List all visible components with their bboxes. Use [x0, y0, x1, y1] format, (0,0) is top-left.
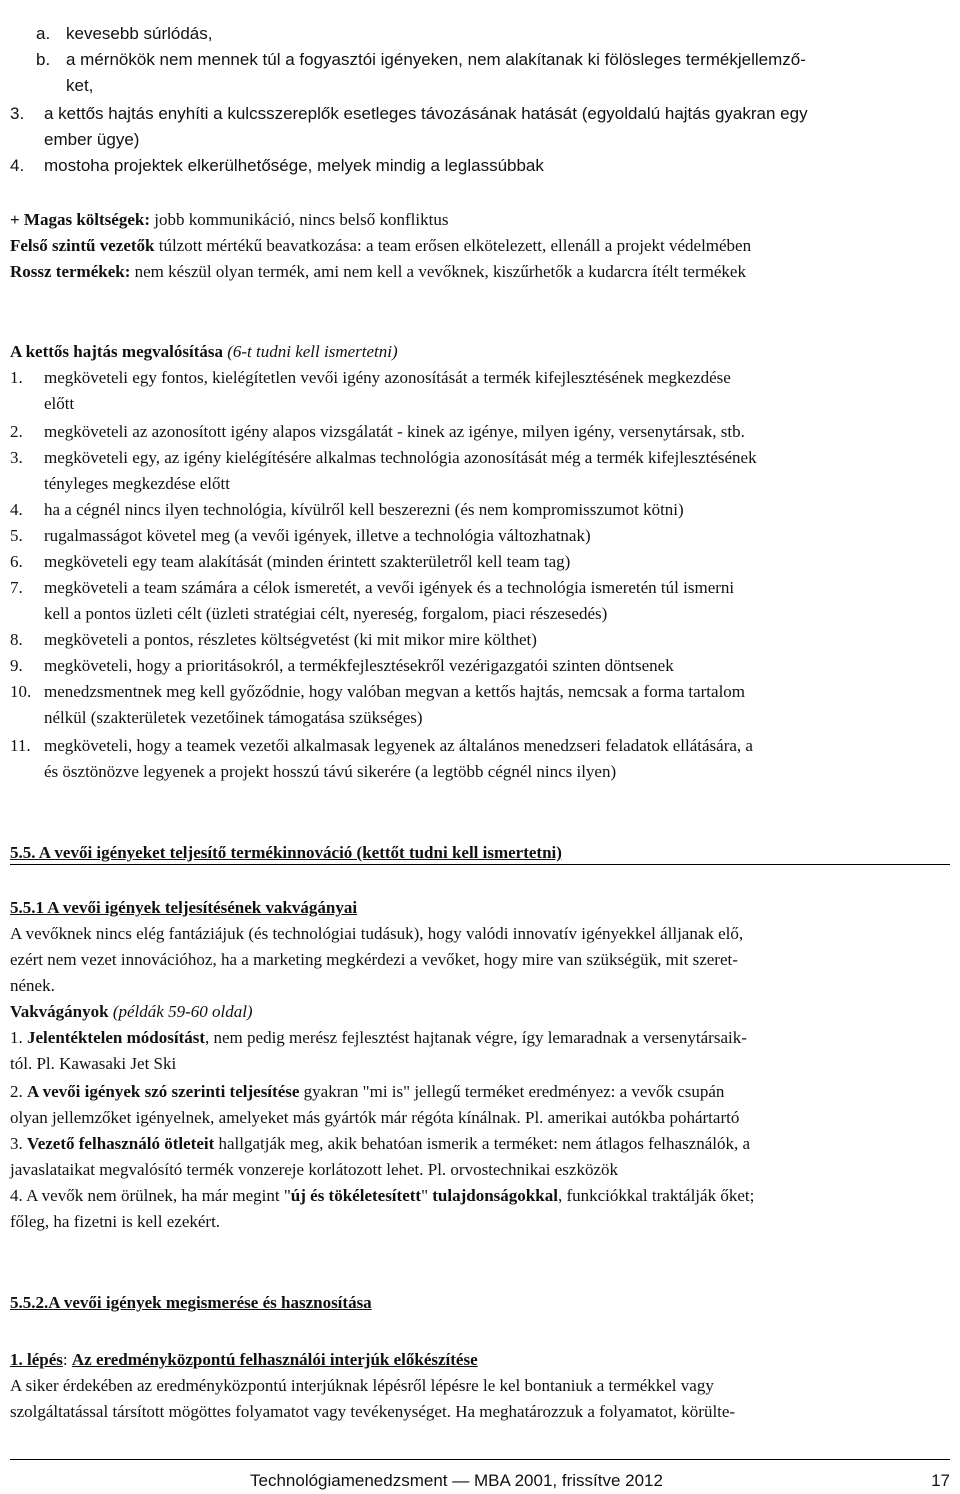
step-heading: [10, 1347, 478, 1373]
item-marker: 4.: [10, 1186, 27, 1205]
summary-text: nem készül olyan termék, ami nem kell a vevőknek, kiszűrhetők a kudarcra ítélt termékek: [130, 262, 746, 281]
summary-term: Felső szintű vezetők: [10, 236, 155, 255]
footer-title: Technológiamenedzsment — MBA 2001, frissítve 2012: [250, 1471, 663, 1490]
item-text: gyakran "mi is" jellegű terméket eredményez: a vevők csupán: [299, 1082, 725, 1101]
list-marker: 3.: [10, 104, 25, 123]
item-term: tulajdonságokkal: [432, 1186, 558, 1205]
list-marker: 2.: [10, 422, 23, 441]
list-marker: 6.: [10, 552, 23, 571]
summary-text: jobb kommunikáció, nincs belső konfliktus: [150, 210, 449, 229]
list-item-text: ha a cégnél nincs ilyen technológia, kívülről kell beszerezni (és nem kompromisszumot kötni): [44, 500, 684, 519]
list-item-text: megköveteli az azonosított igény alapos vizsgálatát - kinek az igénye, milyen igény, versenytársak, stb.: [44, 422, 745, 441]
list-item-text: kevesebb súrlódás,: [66, 24, 213, 43]
example-item-continued: olyan jellemzőket igényelnek, amelyeket más gyártók már régóta kínálnak. Pl. amerikai autókba pohártartó: [10, 1108, 740, 1127]
paragraph-line: ezért nem vezet innovációhoz, ha a marketing megkérdezi a vevőket, hogy mire van szükségük, mit szeret-: [10, 950, 738, 969]
list-item-text-continued: nélkül (szakterületek vezetőinek támogatása szükséges): [44, 708, 423, 727]
example-item: [10, 1183, 754, 1209]
example-item: [10, 1025, 747, 1051]
paragraph-line: A vevőknek nincs elég fantáziájuk (és technológiai tudásuk), hogy valódi innovatív igényekkel álljanak elő,: [10, 924, 744, 943]
list-item-text: megköveteli egy, az igény kielégítésére alkalmas technológia azonosítását még a termék kifejlesztésének: [44, 448, 757, 467]
item-term: Vezető felhasználó ötleteit: [27, 1134, 215, 1153]
footer-divider: [10, 1459, 950, 1460]
list-marker: b.: [36, 50, 51, 69]
list-item-text: megköveteli a team számára a célok ismeretét, a vevői igények és a technológia ismeretén túl ismerni: [44, 578, 735, 597]
list-item-text: megköveteli egy team alakítását (minden érintett szakterületről kell team tag): [44, 552, 571, 571]
subsection-heading: 5.5.2.A vevői igények megismerése és hasznosítása: [10, 1293, 372, 1312]
list-item-text: a mérnökök nem mennek túl a fogyasztói igényeken, nem alakítanak ki fölösleges termékjellemző-: [66, 50, 806, 69]
example-item-continued: főleg, ha fizetni is kell ezekért.: [10, 1212, 221, 1231]
list-item-text: mostoha projektek elkerülhetősége, melyek mindig a leglassúbbak: [44, 156, 544, 175]
list-item-text: megköveteli egy fontos, kielégítetlen vevői igény azonosítását a termék kifejlesztésének megkezdése: [44, 368, 731, 387]
step-separator: :: [62, 1350, 72, 1369]
item-term: új és tökéletesített: [290, 1186, 422, 1205]
list-marker: 7.: [10, 578, 23, 597]
summary-line: [10, 207, 448, 233]
item-marker: 3.: [10, 1134, 27, 1153]
summary-term: Rossz termékek:: [10, 262, 131, 281]
subsection-heading: 5.5.1 A vevői igények teljesítésének vakvágányai: [10, 898, 358, 917]
item-text: ": [421, 1186, 433, 1205]
list-marker: 10.: [10, 682, 32, 701]
list-marker: 4.: [10, 500, 23, 519]
section-heading: 5.5. A vevői igényeket teljesítő termékinnováció (kettőt tudni kell ismertetni): [10, 843, 562, 862]
step-title: Az eredményközpontú felhasználói interjúk előkészítése: [71, 1350, 478, 1369]
list-item-text-continued: és ösztönözve legyenek a projekt hosszú távú sikerére (a legtöbb cégnél nincs ilyen): [44, 762, 617, 781]
example-item: [10, 1079, 724, 1105]
item-text: , nem pedig merész fejlesztést hajtanak végre, így lemaradnak a versenytársaik-: [205, 1028, 747, 1047]
summary-line: [10, 233, 751, 259]
example-item-continued: javaslataikat megvalósító termék vonzereje korlátozott lehet. Pl. orvostechnikai eszközök: [10, 1160, 619, 1179]
list-marker: 3.: [10, 448, 23, 467]
summary-term: + Magas költségek:: [10, 210, 151, 229]
list-marker: 1.: [10, 368, 23, 387]
list-item-text: menedzsmentnek meg kell győződnie, hogy valóban megvan a kettős hajtás, nemcsak a forma tartalom: [44, 682, 746, 701]
example-item: [10, 1131, 750, 1157]
list-marker: 5.: [10, 526, 23, 545]
item-term: Jelentéktelen módosítást: [27, 1028, 206, 1047]
item-marker: 2.: [10, 1082, 27, 1101]
list-item-text-continued: kell a pontos üzleti célt (üzleti stratégiai célt, nyereség, forgalom, piaci részesedés): [44, 604, 608, 623]
summary-line: [10, 259, 746, 285]
page-number: 17: [931, 1471, 950, 1490]
list-item-text-continued: ket,: [66, 76, 94, 95]
list-item-text-continued: tényleges megkezdése előtt: [44, 474, 230, 493]
list-item-text-continued: ember ügye): [44, 130, 140, 149]
paragraph-line: A siker érdekében az eredményközpontú interjúknak lépésről lépésre le kel bontaniuk a termékkel vagy: [10, 1376, 714, 1395]
list-item-text: megköveteli, hogy a teamek vezetői alkalmasak legyenek az általános menedzseri feladatok ellátására, a: [44, 736, 753, 755]
subheading: [10, 999, 253, 1025]
section-heading: [10, 339, 398, 365]
subheading-text: Vakvágányok: [10, 1002, 109, 1021]
step-label: 1. lépés: [10, 1350, 63, 1369]
item-text: A vevők nem örülnek, ha már megint ": [26, 1186, 291, 1205]
item-text: hallgatják meg, akik behatóan ismerik a terméket: nem átlagos felhasználók, a: [214, 1134, 751, 1153]
section-divider: [10, 864, 950, 865]
list-item-text: a kettős hajtás enyhíti a kulcsszereplők esetleges távozásának hatását (egyoldalú hajtás gyakran egy: [44, 104, 808, 123]
item-term: A vevői igények szó szerinti teljesítése: [27, 1082, 300, 1101]
list-marker: a.: [36, 24, 51, 43]
list-marker: 9.: [10, 656, 23, 675]
list-marker: 8.: [10, 630, 23, 649]
summary-text: túlzott mértékű beavatkozása: a team erősen elkötelezett, ellenáll a projekt védelmében: [154, 236, 752, 255]
paragraph-line: szolgáltatással társított mögöttes folyamatot vagy tevékenységet. Ha meghatározzuk a folyamatot, körülte-: [10, 1402, 736, 1421]
list-marker: 4.: [10, 156, 25, 175]
heading-note: (6-t tudni kell ismertetni): [222, 342, 398, 361]
list-item-text: megköveteli a pontos, részletes költségvetést (ki mit mikor mire költhet): [44, 630, 537, 649]
list-item-text: rugalmasságot követel meg (a vevői igények, illetve a technológia változhatnak): [44, 526, 591, 545]
list-marker: 11.: [10, 736, 31, 755]
subheading-note: (példák 59-60 oldal): [108, 1002, 253, 1021]
item-text: , funkciókkal traktálják őket;: [557, 1186, 755, 1205]
list-item-text-continued: előtt: [44, 394, 75, 413]
example-item-continued: tól. Pl. Kawasaki Jet Ski: [10, 1054, 177, 1073]
list-item-text: megköveteli, hogy a prioritásokról, a termékfejlesztésekről vezérigazgatói szinten döntsenek: [44, 656, 674, 675]
paragraph-line: nének.: [10, 976, 55, 995]
heading-text: A kettős hajtás megvalósítása: [10, 342, 223, 361]
item-marker: 1.: [10, 1028, 27, 1047]
